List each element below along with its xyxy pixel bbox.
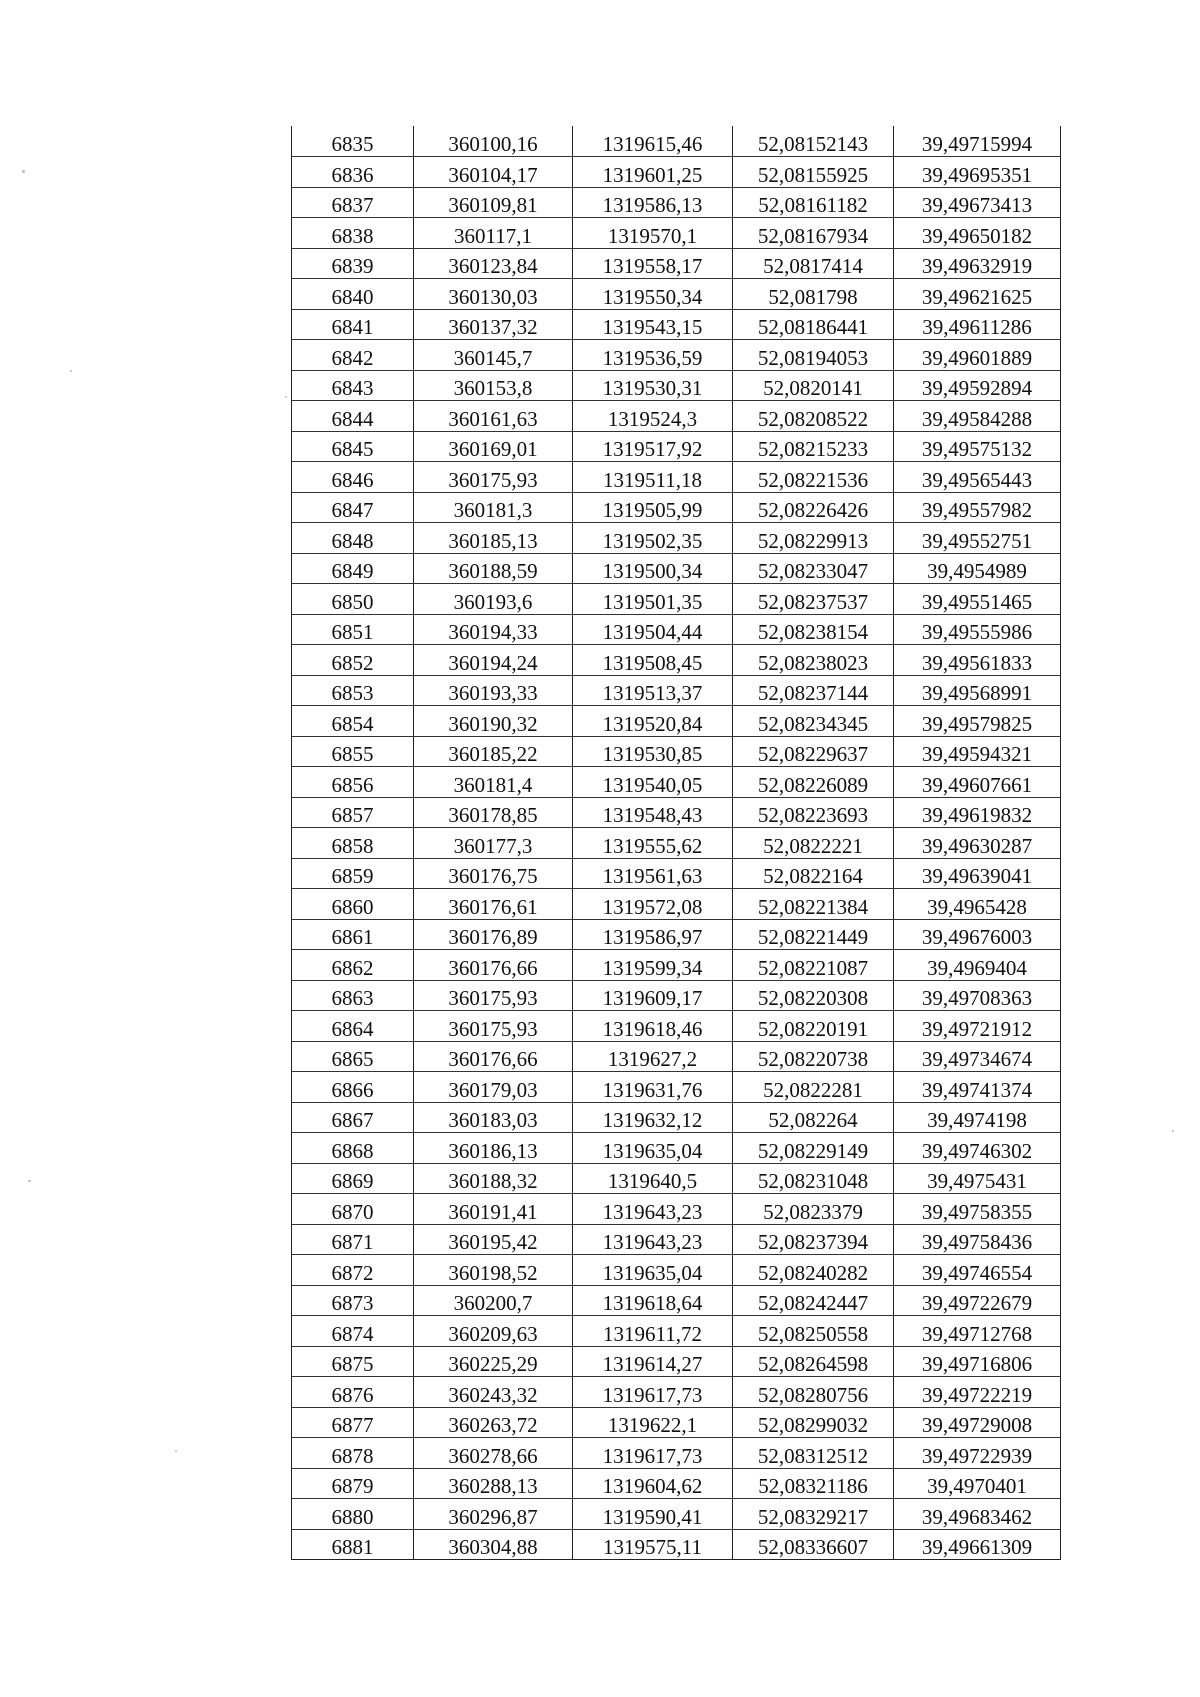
cell-y: 1319622,1 [573, 1407, 733, 1438]
table-row [292, 279, 1061, 310]
cell-y: 1319540,05 [573, 767, 733, 798]
table-row [292, 431, 1061, 462]
table-row [292, 187, 1061, 218]
cell-x: 360161,63 [414, 401, 573, 432]
cell-point: 6838 [292, 218, 414, 249]
cell-lat: 52,08231048 [733, 1163, 894, 1194]
cell-lon: 39,49632919 [894, 248, 1061, 279]
cell-point: 6866 [292, 1072, 414, 1103]
cell-lon: 39,4969404 [894, 950, 1061, 981]
cell-lat: 52,08321186 [733, 1468, 894, 1499]
cell-x: 360130,03 [414, 279, 573, 310]
table-row [292, 706, 1061, 737]
cell-lat: 52,08250558 [733, 1316, 894, 1347]
coordinates-table [291, 126, 1061, 1560]
scan-speck [285, 396, 287, 398]
cell-lon: 39,49621625 [894, 279, 1061, 310]
scan-speck [175, 1450, 177, 1452]
cell-x: 360185,22 [414, 736, 573, 767]
cell-point: 6854 [292, 706, 414, 737]
cell-lon: 39,49557982 [894, 492, 1061, 523]
cell-lon: 39,49584288 [894, 401, 1061, 432]
cell-lon: 39,49746302 [894, 1133, 1061, 1164]
cell-point: 6840 [292, 279, 414, 310]
table-row [292, 889, 1061, 920]
cell-x: 360104,17 [414, 157, 573, 188]
cell-y: 1319550,34 [573, 279, 733, 310]
table-row [292, 1316, 1061, 1347]
cell-lat: 52,08186441 [733, 309, 894, 340]
cell-point: 6873 [292, 1285, 414, 1316]
cell-lon: 39,4965428 [894, 889, 1061, 920]
cell-y: 1319643,23 [573, 1194, 733, 1225]
cell-y: 1319543,15 [573, 309, 733, 340]
cell-x: 360175,93 [414, 1011, 573, 1042]
cell-x: 360123,84 [414, 248, 573, 279]
table-row [292, 736, 1061, 767]
table-row [292, 1041, 1061, 1072]
cell-lat: 52,08155925 [733, 157, 894, 188]
cell-x: 360263,72 [414, 1407, 573, 1438]
cell-x: 360153,8 [414, 370, 573, 401]
table-row [292, 1011, 1061, 1042]
cell-point: 6851 [292, 614, 414, 645]
cell-point: 6863 [292, 980, 414, 1011]
scan-speck [70, 370, 72, 372]
cell-y: 1319500,34 [573, 553, 733, 584]
cell-y: 1319555,62 [573, 828, 733, 859]
cell-lat: 52,081798 [733, 279, 894, 310]
cell-lon: 39,49555986 [894, 614, 1061, 645]
cell-y: 1319635,04 [573, 1133, 733, 1164]
cell-lon: 39,49552751 [894, 523, 1061, 554]
cell-y: 1319536,59 [573, 340, 733, 371]
cell-point: 6837 [292, 187, 414, 218]
cell-y: 1319502,35 [573, 523, 733, 554]
table-row [292, 1468, 1061, 1499]
cell-lon: 39,49676003 [894, 919, 1061, 950]
cell-x: 360194,24 [414, 645, 573, 676]
cell-lat: 52,08238154 [733, 614, 894, 645]
cell-x: 360185,13 [414, 523, 573, 554]
cell-x: 360288,13 [414, 1468, 573, 1499]
table-row [292, 767, 1061, 798]
cell-lon: 39,49565443 [894, 462, 1061, 493]
cell-lon: 39,49575132 [894, 431, 1061, 462]
cell-lat: 52,08229637 [733, 736, 894, 767]
cell-lon: 39,49695351 [894, 157, 1061, 188]
cell-y: 1319615,46 [573, 126, 733, 157]
cell-x: 360195,42 [414, 1224, 573, 1255]
cell-lon: 39,49592894 [894, 370, 1061, 401]
table-row [292, 1133, 1061, 1164]
cell-x: 360176,89 [414, 919, 573, 950]
cell-lat: 52,08220191 [733, 1011, 894, 1042]
cell-x: 360169,01 [414, 431, 573, 462]
cell-lat: 52,08329217 [733, 1499, 894, 1530]
table-row [292, 1102, 1061, 1133]
cell-point: 6847 [292, 492, 414, 523]
table-row [292, 1377, 1061, 1408]
cell-y: 1319548,43 [573, 797, 733, 828]
table-row [292, 340, 1061, 371]
cell-point: 6861 [292, 919, 414, 950]
cell-point: 6860 [292, 889, 414, 920]
table-row [292, 1346, 1061, 1377]
cell-point: 6843 [292, 370, 414, 401]
cell-point: 6875 [292, 1346, 414, 1377]
cell-lon: 39,4974198 [894, 1102, 1061, 1133]
cell-point: 6842 [292, 340, 414, 371]
table-row [292, 218, 1061, 249]
cell-lon: 39,49650182 [894, 218, 1061, 249]
cell-point: 6865 [292, 1041, 414, 1072]
cell-point: 6856 [292, 767, 414, 798]
table-row [292, 1285, 1061, 1316]
cell-y: 1319530,85 [573, 736, 733, 767]
cell-lat: 52,08208522 [733, 401, 894, 432]
table-row [292, 1072, 1061, 1103]
cell-point: 6864 [292, 1011, 414, 1042]
cell-point: 6871 [292, 1224, 414, 1255]
cell-x: 360193,33 [414, 675, 573, 706]
cell-lat: 52,08233047 [733, 553, 894, 584]
table-row [292, 614, 1061, 645]
cell-lat: 52,08221449 [733, 919, 894, 950]
cell-point: 6852 [292, 645, 414, 676]
cell-x: 360278,66 [414, 1438, 573, 1469]
cell-lat: 52,08237537 [733, 584, 894, 615]
cell-lon: 39,4970401 [894, 1468, 1061, 1499]
cell-lat: 52,08167934 [733, 218, 894, 249]
cell-y: 1319586,97 [573, 919, 733, 950]
cell-y: 1319505,99 [573, 492, 733, 523]
cell-lat: 52,08264598 [733, 1346, 894, 1377]
cell-point: 6845 [292, 431, 414, 462]
cell-x: 360100,16 [414, 126, 573, 157]
cell-lat: 52,08240282 [733, 1255, 894, 1286]
cell-lat: 52,0817414 [733, 248, 894, 279]
cell-x: 360177,3 [414, 828, 573, 859]
cell-lon: 39,49722219 [894, 1377, 1061, 1408]
cell-x: 360176,61 [414, 889, 573, 920]
cell-lon: 39,49601889 [894, 340, 1061, 371]
cell-lon: 39,49722679 [894, 1285, 1061, 1316]
cell-lat: 52,08220738 [733, 1041, 894, 1072]
cell-point: 6876 [292, 1377, 414, 1408]
table-row [292, 675, 1061, 706]
cell-lon: 39,49729008 [894, 1407, 1061, 1438]
table-row [292, 858, 1061, 889]
scan-speck [1172, 1130, 1174, 1132]
table-row [292, 797, 1061, 828]
cell-lon: 39,49639041 [894, 858, 1061, 889]
cell-point: 6839 [292, 248, 414, 279]
cell-lon: 39,49758355 [894, 1194, 1061, 1225]
cell-y: 1319617,73 [573, 1438, 733, 1469]
cell-point: 6881 [292, 1529, 414, 1560]
cell-x: 360188,32 [414, 1163, 573, 1194]
cell-y: 1319601,25 [573, 157, 733, 188]
cell-lon: 39,4975431 [894, 1163, 1061, 1194]
cell-x: 360181,3 [414, 492, 573, 523]
cell-lat: 52,08221384 [733, 889, 894, 920]
cell-lat: 52,08226426 [733, 492, 894, 523]
cell-y: 1319570,1 [573, 218, 733, 249]
cell-point: 6857 [292, 797, 414, 828]
table-row [292, 1255, 1061, 1286]
cell-lon: 39,49561833 [894, 645, 1061, 676]
table-row [292, 523, 1061, 554]
cell-lon: 39,49716806 [894, 1346, 1061, 1377]
cell-x: 360225,29 [414, 1346, 573, 1377]
cell-lat: 52,08238023 [733, 645, 894, 676]
table-row [292, 1529, 1061, 1560]
cell-lon: 39,49673413 [894, 187, 1061, 218]
cell-x: 360191,41 [414, 1194, 573, 1225]
cell-y: 1319604,62 [573, 1468, 733, 1499]
cell-y: 1319618,64 [573, 1285, 733, 1316]
cell-point: 6868 [292, 1133, 414, 1164]
cell-x: 360183,03 [414, 1102, 573, 1133]
cell-lat: 52,0823379 [733, 1194, 894, 1225]
cell-y: 1319599,34 [573, 950, 733, 981]
table-row [292, 828, 1061, 859]
cell-lat: 52,08152143 [733, 126, 894, 157]
table-row [292, 919, 1061, 950]
cell-x: 360178,85 [414, 797, 573, 828]
cell-x: 360145,7 [414, 340, 573, 371]
cell-lon: 39,49746554 [894, 1255, 1061, 1286]
cell-lat: 52,08161182 [733, 187, 894, 218]
cell-lon: 39,49607661 [894, 767, 1061, 798]
cell-x: 360194,33 [414, 614, 573, 645]
cell-y: 1319614,27 [573, 1346, 733, 1377]
cell-x: 360200,7 [414, 1285, 573, 1316]
cell-lon: 39,49630287 [894, 828, 1061, 859]
cell-point: 6850 [292, 584, 414, 615]
cell-y: 1319617,73 [573, 1377, 733, 1408]
cell-lat: 52,08237144 [733, 675, 894, 706]
cell-y: 1319561,63 [573, 858, 733, 889]
table-row [292, 584, 1061, 615]
cell-x: 360175,93 [414, 980, 573, 1011]
cell-y: 1319590,41 [573, 1499, 733, 1530]
cell-x: 360176,75 [414, 858, 573, 889]
cell-lon: 39,49619832 [894, 797, 1061, 828]
cell-lat: 52,08280756 [733, 1377, 894, 1408]
cell-y: 1319627,2 [573, 1041, 733, 1072]
cell-x: 360175,93 [414, 462, 573, 493]
table-row [292, 370, 1061, 401]
cell-lat: 52,0822281 [733, 1072, 894, 1103]
cell-point: 6862 [292, 950, 414, 981]
table-row [292, 157, 1061, 188]
cell-point: 6855 [292, 736, 414, 767]
cell-point: 6879 [292, 1468, 414, 1499]
cell-point: 6877 [292, 1407, 414, 1438]
cell-lon: 39,49758436 [894, 1224, 1061, 1255]
scan-speck [28, 1180, 31, 1182]
cell-point: 6880 [292, 1499, 414, 1530]
cell-lon: 39,4954989 [894, 553, 1061, 584]
cell-x: 360188,59 [414, 553, 573, 584]
cell-point: 6836 [292, 157, 414, 188]
cell-y: 1319640,5 [573, 1163, 733, 1194]
cell-lon: 39,49734674 [894, 1041, 1061, 1072]
cell-point: 6846 [292, 462, 414, 493]
cell-lat: 52,08234345 [733, 706, 894, 737]
coordinates-table-body [292, 126, 1061, 1560]
cell-lon: 39,49715994 [894, 126, 1061, 157]
scan-speck [22, 170, 25, 173]
cell-point: 6858 [292, 828, 414, 859]
cell-x: 360109,81 [414, 187, 573, 218]
cell-y: 1319631,76 [573, 1072, 733, 1103]
cell-lat: 52,08336607 [733, 1529, 894, 1560]
cell-x: 360176,66 [414, 1041, 573, 1072]
cell-x: 360117,1 [414, 218, 573, 249]
cell-y: 1319609,17 [573, 980, 733, 1011]
table-row [292, 1438, 1061, 1469]
table-row [292, 950, 1061, 981]
cell-y: 1319586,13 [573, 187, 733, 218]
cell-x: 360198,52 [414, 1255, 573, 1286]
cell-lat: 52,08221536 [733, 462, 894, 493]
cell-y: 1319632,12 [573, 1102, 733, 1133]
cell-y: 1319501,35 [573, 584, 733, 615]
table-row [292, 492, 1061, 523]
cell-point: 6859 [292, 858, 414, 889]
cell-x: 360186,13 [414, 1133, 573, 1164]
cell-point: 6841 [292, 309, 414, 340]
cell-point: 6878 [292, 1438, 414, 1469]
table-row [292, 553, 1061, 584]
table-row [292, 980, 1061, 1011]
cell-lat: 52,08223693 [733, 797, 894, 828]
cell-lat: 52,08237394 [733, 1224, 894, 1255]
cell-lon: 39,49741374 [894, 1072, 1061, 1103]
cell-x: 360190,32 [414, 706, 573, 737]
cell-x: 360304,88 [414, 1529, 573, 1560]
cell-lon: 39,49661309 [894, 1529, 1061, 1560]
table-row [292, 1499, 1061, 1530]
cell-lon: 39,49579825 [894, 706, 1061, 737]
cell-y: 1319558,17 [573, 248, 733, 279]
cell-lon: 39,49568991 [894, 675, 1061, 706]
cell-lat: 52,08215233 [733, 431, 894, 462]
table-row [292, 1407, 1061, 1438]
cell-y: 1319643,23 [573, 1224, 733, 1255]
table-row [292, 248, 1061, 279]
cell-x: 360243,32 [414, 1377, 573, 1408]
cell-y: 1319517,92 [573, 431, 733, 462]
cell-lat: 52,08229149 [733, 1133, 894, 1164]
cell-lon: 39,49721912 [894, 1011, 1061, 1042]
cell-lat: 52,0822164 [733, 858, 894, 889]
cell-x: 360179,03 [414, 1072, 573, 1103]
cell-y: 1319511,18 [573, 462, 733, 493]
cell-lat: 52,08229913 [733, 523, 894, 554]
table-row [292, 401, 1061, 432]
cell-lon: 39,49611286 [894, 309, 1061, 340]
table-row [292, 645, 1061, 676]
cell-y: 1319618,46 [573, 1011, 733, 1042]
cell-lon: 39,49551465 [894, 584, 1061, 615]
cell-lat: 52,08221087 [733, 950, 894, 981]
cell-point: 6848 [292, 523, 414, 554]
cell-point: 6853 [292, 675, 414, 706]
cell-y: 1319611,72 [573, 1316, 733, 1347]
cell-x: 360181,4 [414, 767, 573, 798]
cell-point: 6869 [292, 1163, 414, 1194]
table-row [292, 126, 1061, 157]
cell-lat: 52,08299032 [733, 1407, 894, 1438]
cell-lon: 39,49708363 [894, 980, 1061, 1011]
cell-y: 1319575,11 [573, 1529, 733, 1560]
table-row [292, 462, 1061, 493]
cell-y: 1319508,45 [573, 645, 733, 676]
cell-x: 360176,66 [414, 950, 573, 981]
cell-y: 1319520,84 [573, 706, 733, 737]
cell-point: 6867 [292, 1102, 414, 1133]
cell-lat: 52,082264 [733, 1102, 894, 1133]
cell-point: 6844 [292, 401, 414, 432]
cell-lon: 39,49712768 [894, 1316, 1061, 1347]
cell-y: 1319504,44 [573, 614, 733, 645]
table-row [292, 1224, 1061, 1255]
cell-y: 1319572,08 [573, 889, 733, 920]
cell-y: 1319635,04 [573, 1255, 733, 1286]
cell-lon: 39,49722939 [894, 1438, 1061, 1469]
cell-y: 1319530,31 [573, 370, 733, 401]
cell-lat: 52,08242447 [733, 1285, 894, 1316]
cell-lat: 52,08220308 [733, 980, 894, 1011]
cell-point: 6849 [292, 553, 414, 584]
cell-x: 360209,63 [414, 1316, 573, 1347]
cell-lat: 52,08226089 [733, 767, 894, 798]
cell-lon: 39,49594321 [894, 736, 1061, 767]
cell-y: 1319513,37 [573, 675, 733, 706]
cell-lat: 52,0820141 [733, 370, 894, 401]
cell-point: 6874 [292, 1316, 414, 1347]
table-row [292, 309, 1061, 340]
cell-lat: 52,08194053 [733, 340, 894, 371]
cell-point: 6835 [292, 126, 414, 157]
table-row [292, 1194, 1061, 1225]
table-row [292, 1163, 1061, 1194]
cell-x: 360193,6 [414, 584, 573, 615]
cell-lat: 52,0822221 [733, 828, 894, 859]
cell-x: 360296,87 [414, 1499, 573, 1530]
cell-point: 6870 [292, 1194, 414, 1225]
cell-lat: 52,08312512 [733, 1438, 894, 1469]
cell-lon: 39,49683462 [894, 1499, 1061, 1530]
cell-y: 1319524,3 [573, 401, 733, 432]
cell-point: 6872 [292, 1255, 414, 1286]
cell-x: 360137,32 [414, 309, 573, 340]
